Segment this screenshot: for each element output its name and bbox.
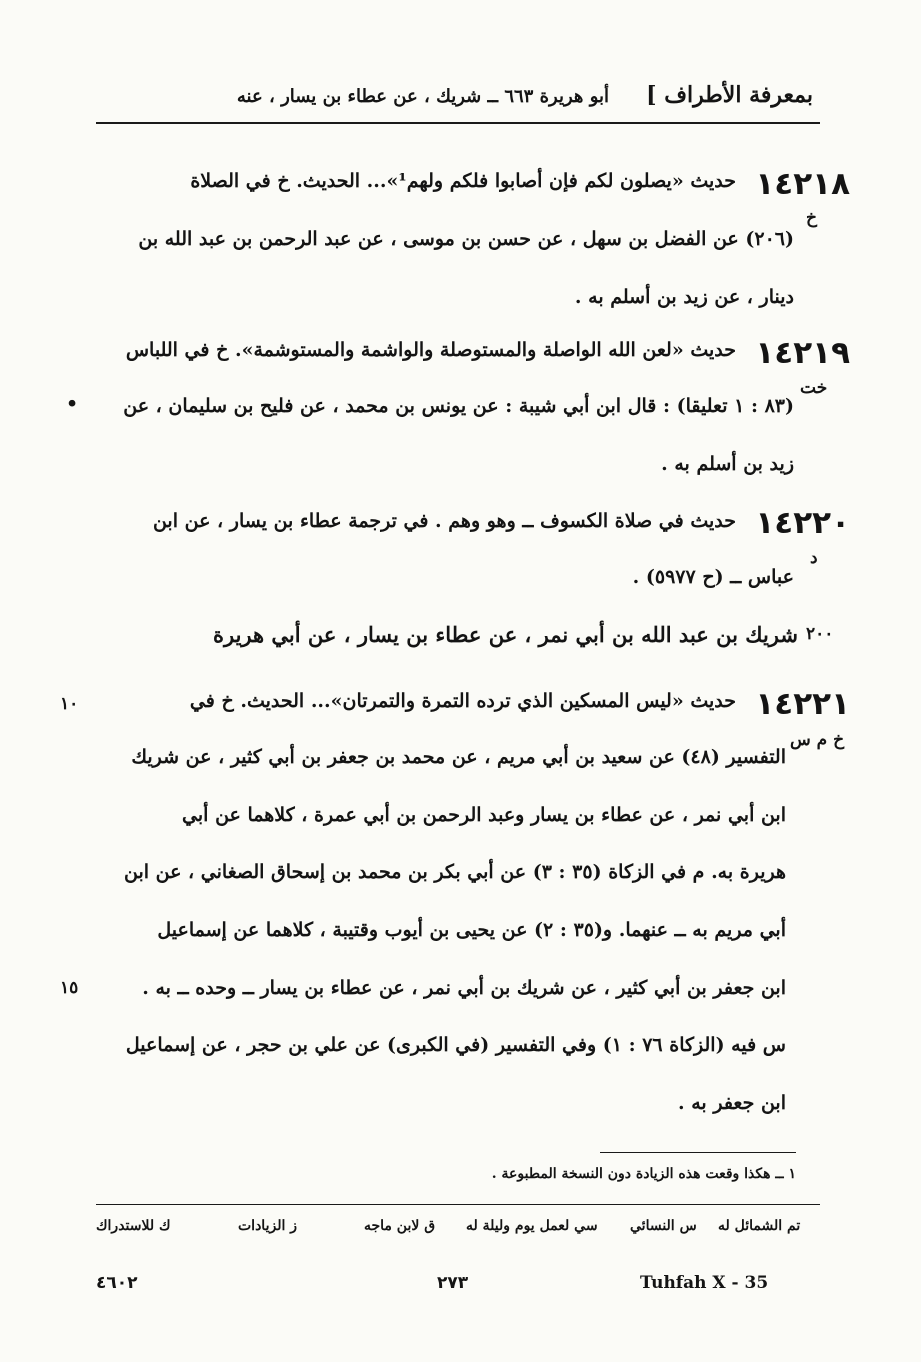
hadith-line: ابن أبي نمر ، عن عطاء بن يسار وعبد الرحمن بن أبي عمرة ، كلاهما عن أبي: [182, 804, 786, 826]
hadith-line: زيد بن أسلم به .: [661, 453, 794, 475]
abbreviation-item: ك للاستدراك: [96, 1218, 171, 1234]
footnote-text: ١ ــ هكذا وقعت هذه الزيادة دون النسخة المطبوعة .: [491, 1166, 796, 1182]
abbreviation-item: ز الزيادات: [238, 1218, 297, 1234]
section-marker: ٢٠٠: [806, 624, 834, 644]
hadith-number: ١٤٢٢٠: [755, 505, 850, 541]
footnote-rule: [600, 1152, 796, 1153]
hadith-line: حديث «لعن الله الواصلة والمستوصلة والواشمة والمستوشمة». خ في اللباس: [125, 339, 736, 361]
abbreviations-rule: [96, 1204, 820, 1205]
hadith-line: أبي مريم به ــ عنهما. و(٣٥ : ٢) عن يحيى بن أيوب وقتيبة ، كلاهما عن إسماعيل: [157, 919, 786, 941]
header-rule: [96, 122, 820, 124]
page-number: ٢٧٣: [437, 1273, 469, 1293]
hadith-line: دينار ، عن زيد بن أسلم به .: [574, 286, 794, 308]
hadith-line: ابن جعفر بن أبي كثير ، عن شريك بن أبي نمر ، عن عطاء بن يسار ــ وحده ــ به .: [142, 977, 786, 999]
hadith-number: ١٤٢٢١: [755, 686, 850, 722]
abbreviation-item: تم الشمائل له: [718, 1218, 801, 1234]
abbreviation-item: سي لعمل يوم وليلة له: [466, 1218, 598, 1234]
abbreviation-item: س النسائي: [630, 1218, 697, 1234]
side-code: د: [810, 548, 818, 568]
side-code: خ: [806, 208, 817, 228]
hadith-line: (٢٠٦) عن الفضل بن سهل ، عن حسن بن موسى ، عن عبد الرحمن بن عبد الله بن: [138, 228, 794, 250]
header-center-text: أبو هريرة ٦٦٣ ــ شريك ، عن عطاء بن يسار ، عنه: [236, 86, 609, 107]
line-number: ١٠: [60, 694, 79, 714]
line-number: ١٥: [60, 978, 79, 998]
hadith-line: س فيه (الزكاة ٧٦ : ١) وفي التفسير (في الكبرى) عن علي بن حجر ، عن إسماعيل: [125, 1034, 786, 1056]
side-code: خت: [800, 378, 828, 398]
abbreviation-item: ق لابن ماجه: [364, 1218, 436, 1234]
header-right-title: بمعرفة الأطراف ]: [646, 82, 813, 108]
left-margin-mark: •: [66, 393, 79, 415]
hadith-line: عباس ــ (ح ٥٩٧٧) .: [632, 566, 794, 588]
footer-reference: Tuhfah X - 35: [640, 1273, 769, 1293]
hadith-line: حديث «ليس المسكين الذي ترده التمرة والتمرتان»... الحديث. خ في: [189, 690, 736, 712]
hadith-number: ١٤٢١٩: [755, 335, 850, 371]
side-code: خ م س: [790, 730, 845, 750]
hadith-line: حديث في صلاة الكسوف ــ وهو وهم . في ترجمة عطاء بن يسار ، عن ابن: [152, 510, 736, 532]
hadith-line: التفسير (٤٨) عن سعيد بن أبي مريم ، عن محمد بن جعفر بن أبي كثير ، عن شريك: [131, 746, 786, 768]
hadith-line: حديث «يصلون لكم فإن أصابوا فلكم ولهم¹»... الحديث. خ في الصلاة: [190, 170, 736, 192]
hadith-line: ابن جعفر به .: [678, 1092, 786, 1114]
hadith-line: (٨٣ : ١ تعليقا) : قال ابن أبي شيبة : عن يونس بن محمد ، عن فليح بن سليمان ، عن: [123, 395, 794, 417]
section-title: شريك بن عبد الله بن أبي نمر ، عن عطاء بن يسار ، عن أبي هريرة: [213, 622, 798, 647]
hadith-number: ١٤٢١٨: [755, 166, 850, 202]
hadith-line: هريرة به. م في الزكاة (٣٥ : ٣) عن أبي بكر بن محمد بن إسحاق الصغاني ، عن ابن: [124, 861, 786, 883]
footer-left-code: ٤٦٠٢: [96, 1273, 138, 1293]
